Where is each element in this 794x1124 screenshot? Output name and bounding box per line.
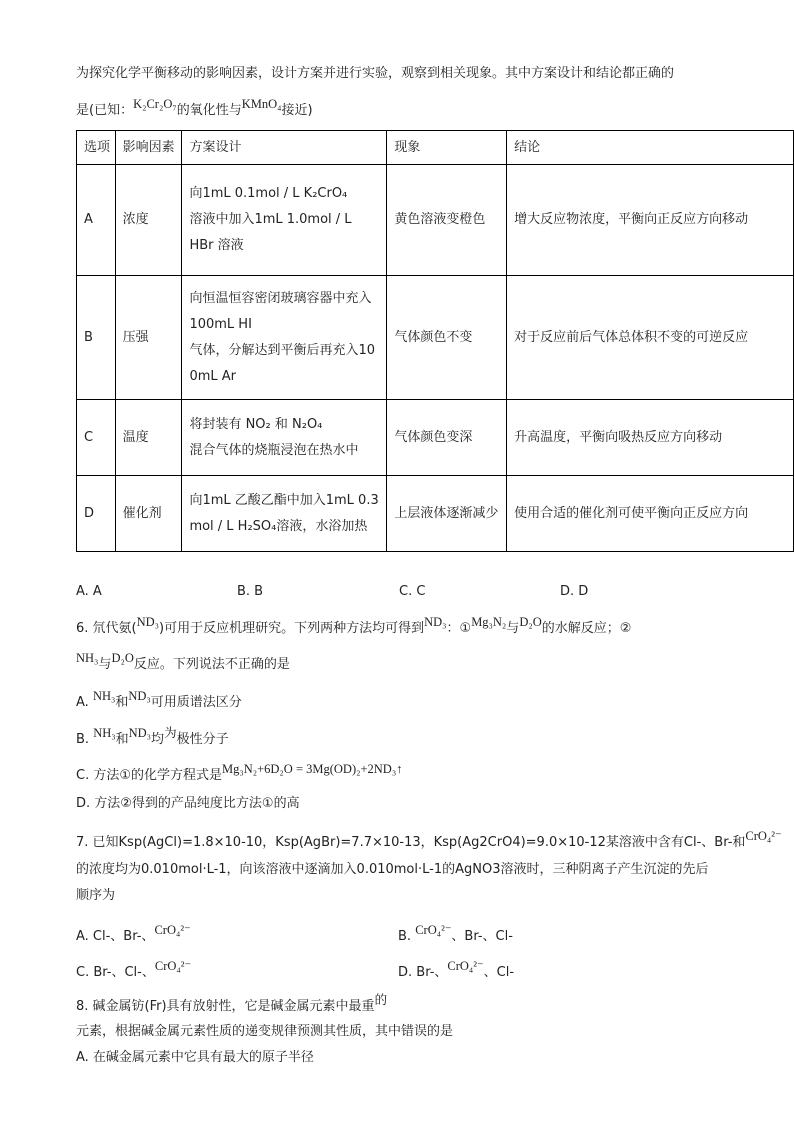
design-line: 气体，分解达到平衡后再充入10 — [189, 342, 375, 358]
design-line: HBr 溶液 — [189, 238, 244, 253]
table-row — [77, 276, 794, 400]
q8-stem-line2: 元素，根据碱金属元素性质的递变规律预测其性质，其中错误的是 — [76, 1024, 454, 1039]
row-factor: 催化剂 — [115, 476, 182, 552]
row-design — [182, 476, 387, 552]
row-design — [182, 400, 387, 476]
row-option: D — [77, 476, 116, 552]
design-line: 溶液中加入1mL 1.0mol / L — [189, 212, 352, 227]
cro4-ion: CrO₄²⁻ — [415, 923, 452, 937]
design-line: 0mL Ar — [189, 368, 236, 384]
row-conclusion: 增大反应物浓度，平衡向正反应方向移动 — [507, 165, 794, 276]
nh3-formula: NH₃ — [92, 689, 116, 703]
q6-stem-line1: 6. 氘代氨(ND₃)可用于反应机理研究。下列两种方法均可得到ND₃：①Mg₃N₂与D₂O的水解反应；② — [76, 615, 632, 636]
cro4-ion: CrO₄²⁻ — [745, 829, 782, 843]
design-line: 向1mL 0.1mol / L K₂CrO₄ — [189, 186, 348, 201]
row-conclusion: 升高温度，平衡向吸热反应方向移动 — [507, 400, 794, 476]
nh3-formula: NH₃ — [76, 651, 99, 665]
header-conclusion: 结论 — [507, 131, 794, 165]
design-line: 将封装有 NO₂ 和 N₂O₄ — [189, 416, 323, 432]
q5-choice-a[interactable]: A. A — [76, 584, 102, 599]
row-conclusion: 对于反应前后气体总体积不变的可逆反应 — [507, 276, 794, 400]
q7-stem-line2: 的浓度均为0.010mol·L-1，向该溶液中逐滴加入0.010mol·L-1的AgNO3溶液时，三种阴离子产生沉淀的先后 — [76, 862, 709, 877]
row-phenomenon: 气体颜色变深 — [387, 400, 507, 476]
nd3-formula: ND₃ — [424, 615, 447, 629]
row-phenomenon: 黄色溶液变橙色 — [387, 165, 507, 276]
row-design — [182, 165, 387, 276]
q7-stem-line1: 7. 已知Ksp(AgCl)=1.8×10-10，Ksp(AgBr)=7.7×10-13，Ksp(Ag2CrO4)=9.0×10-12某溶液中含有Cl-、Br-和CrO₄²⁻ — [76, 829, 782, 850]
q7-option-d[interactable]: D. Br-、CrO₄²⁻、Cl- — [398, 959, 515, 980]
row-factor: 温度 — [115, 400, 182, 476]
row-option: A — [77, 165, 116, 276]
q7-option-b[interactable]: B. CrO₄²⁻、Br-、Cl- — [398, 923, 513, 944]
experiment-table — [76, 130, 794, 552]
nd3-formula: ND₃ — [136, 615, 160, 629]
cro4-ion: CrO₄²⁻ — [154, 959, 192, 973]
q6-option-b[interactable]: B. NH₃和ND₃均为极性分子 — [76, 726, 229, 747]
header-option: 选项 — [77, 131, 116, 165]
q6-option-d[interactable]: D. 方法②得到的产品纯度比方法①的高 — [76, 796, 300, 811]
design-line: 向恒温恒容密闭玻璃容器中充入 — [189, 290, 372, 306]
d2o-formula: D₂O — [111, 651, 134, 665]
row-option: C — [77, 400, 116, 476]
reaction-equation: Mg₃N₂+6D₂O = 3Mg(OD)₂+2ND₃↑ — [222, 762, 403, 776]
table-row — [77, 476, 794, 552]
q7-option-a[interactable]: A. Cl-、Br-、CrO₄²⁻ — [76, 923, 191, 944]
q6-option-a[interactable]: A. NH₃和ND₃可用质谱法区分 — [76, 689, 242, 710]
nd3-formula: ND₃ — [128, 726, 152, 740]
q5-choice-b[interactable]: B. B — [237, 584, 264, 599]
kmno4-formula: KMnO₄ — [241, 97, 282, 111]
q7-option-c[interactable]: C. Br-、Cl-、CrO₄²⁻ — [76, 959, 192, 980]
q8-stem-line1: 8. 碱金属钫(Fr)具有放射性，它是碱金属元素中最重的 — [76, 993, 388, 1014]
cro4-ion: CrO₄²⁻ — [154, 923, 191, 937]
design-line: 100mL HI — [189, 316, 252, 332]
header-factor: 影响因素 — [115, 131, 182, 165]
k2cr2o7-formula: K₂Cr₂O₇ — [133, 97, 177, 111]
q5-choice-d[interactable]: D. D — [560, 584, 589, 599]
table-row — [77, 165, 794, 276]
cro4-ion: CrO₄²⁻ — [447, 959, 484, 973]
q5-choice-c[interactable]: C. C — [399, 584, 426, 599]
q6-stem-line2: NH₃与D₂O反应。下列说法不正确的是 — [76, 651, 290, 672]
table-header-row — [77, 131, 794, 165]
design-line: 混合气体的烧瓶浸泡在热水中 — [189, 442, 359, 458]
q7-stem-line3: 顺序为 — [76, 888, 116, 903]
d2o-formula: D₂O — [519, 615, 542, 629]
nd3-formula: ND₃ — [128, 689, 151, 703]
table-row — [77, 400, 794, 476]
q5-stem-line1: 为探究化学平衡移动的影响因素，设计方案并进行实验，观察到相关现象。其中方案设计和结论都正确的 — [76, 66, 675, 81]
mg3n2-formula: Mg₃N₂ — [471, 615, 507, 629]
row-option: B — [77, 276, 116, 400]
nh3-formula: NH₃ — [93, 726, 116, 740]
header-phenomenon: 现象 — [387, 131, 507, 165]
q6-option-c[interactable]: C. 方法①的化学方程式是Mg₃N₂+6D₂O = 3Mg(OD)₂+2ND₃↑ — [76, 762, 403, 783]
row-phenomenon: 上层液体逐渐减少 — [387, 476, 507, 552]
row-phenomenon: 气体颜色不变 — [387, 276, 507, 400]
row-design — [182, 276, 387, 400]
row-factor: 压强 — [115, 276, 182, 400]
row-factor: 浓度 — [115, 165, 182, 276]
design-line: mol / L H₂SO₄溶液，水浴加热 — [189, 518, 368, 534]
header-design: 方案设计 — [182, 131, 387, 165]
q5-stem-line2: 是(已知：K₂Cr₂O₇的氧化性与KMnO₄接近) — [76, 97, 313, 118]
q8-option-a[interactable]: A. 在碱金属元素中它具有最大的原子半径 — [76, 1050, 314, 1065]
row-conclusion: 使用合适的催化剂可使平衡向正反应方向 — [507, 476, 794, 552]
design-line: 向1mL 乙酸乙酯中加入1mL 0.3 — [189, 492, 379, 508]
